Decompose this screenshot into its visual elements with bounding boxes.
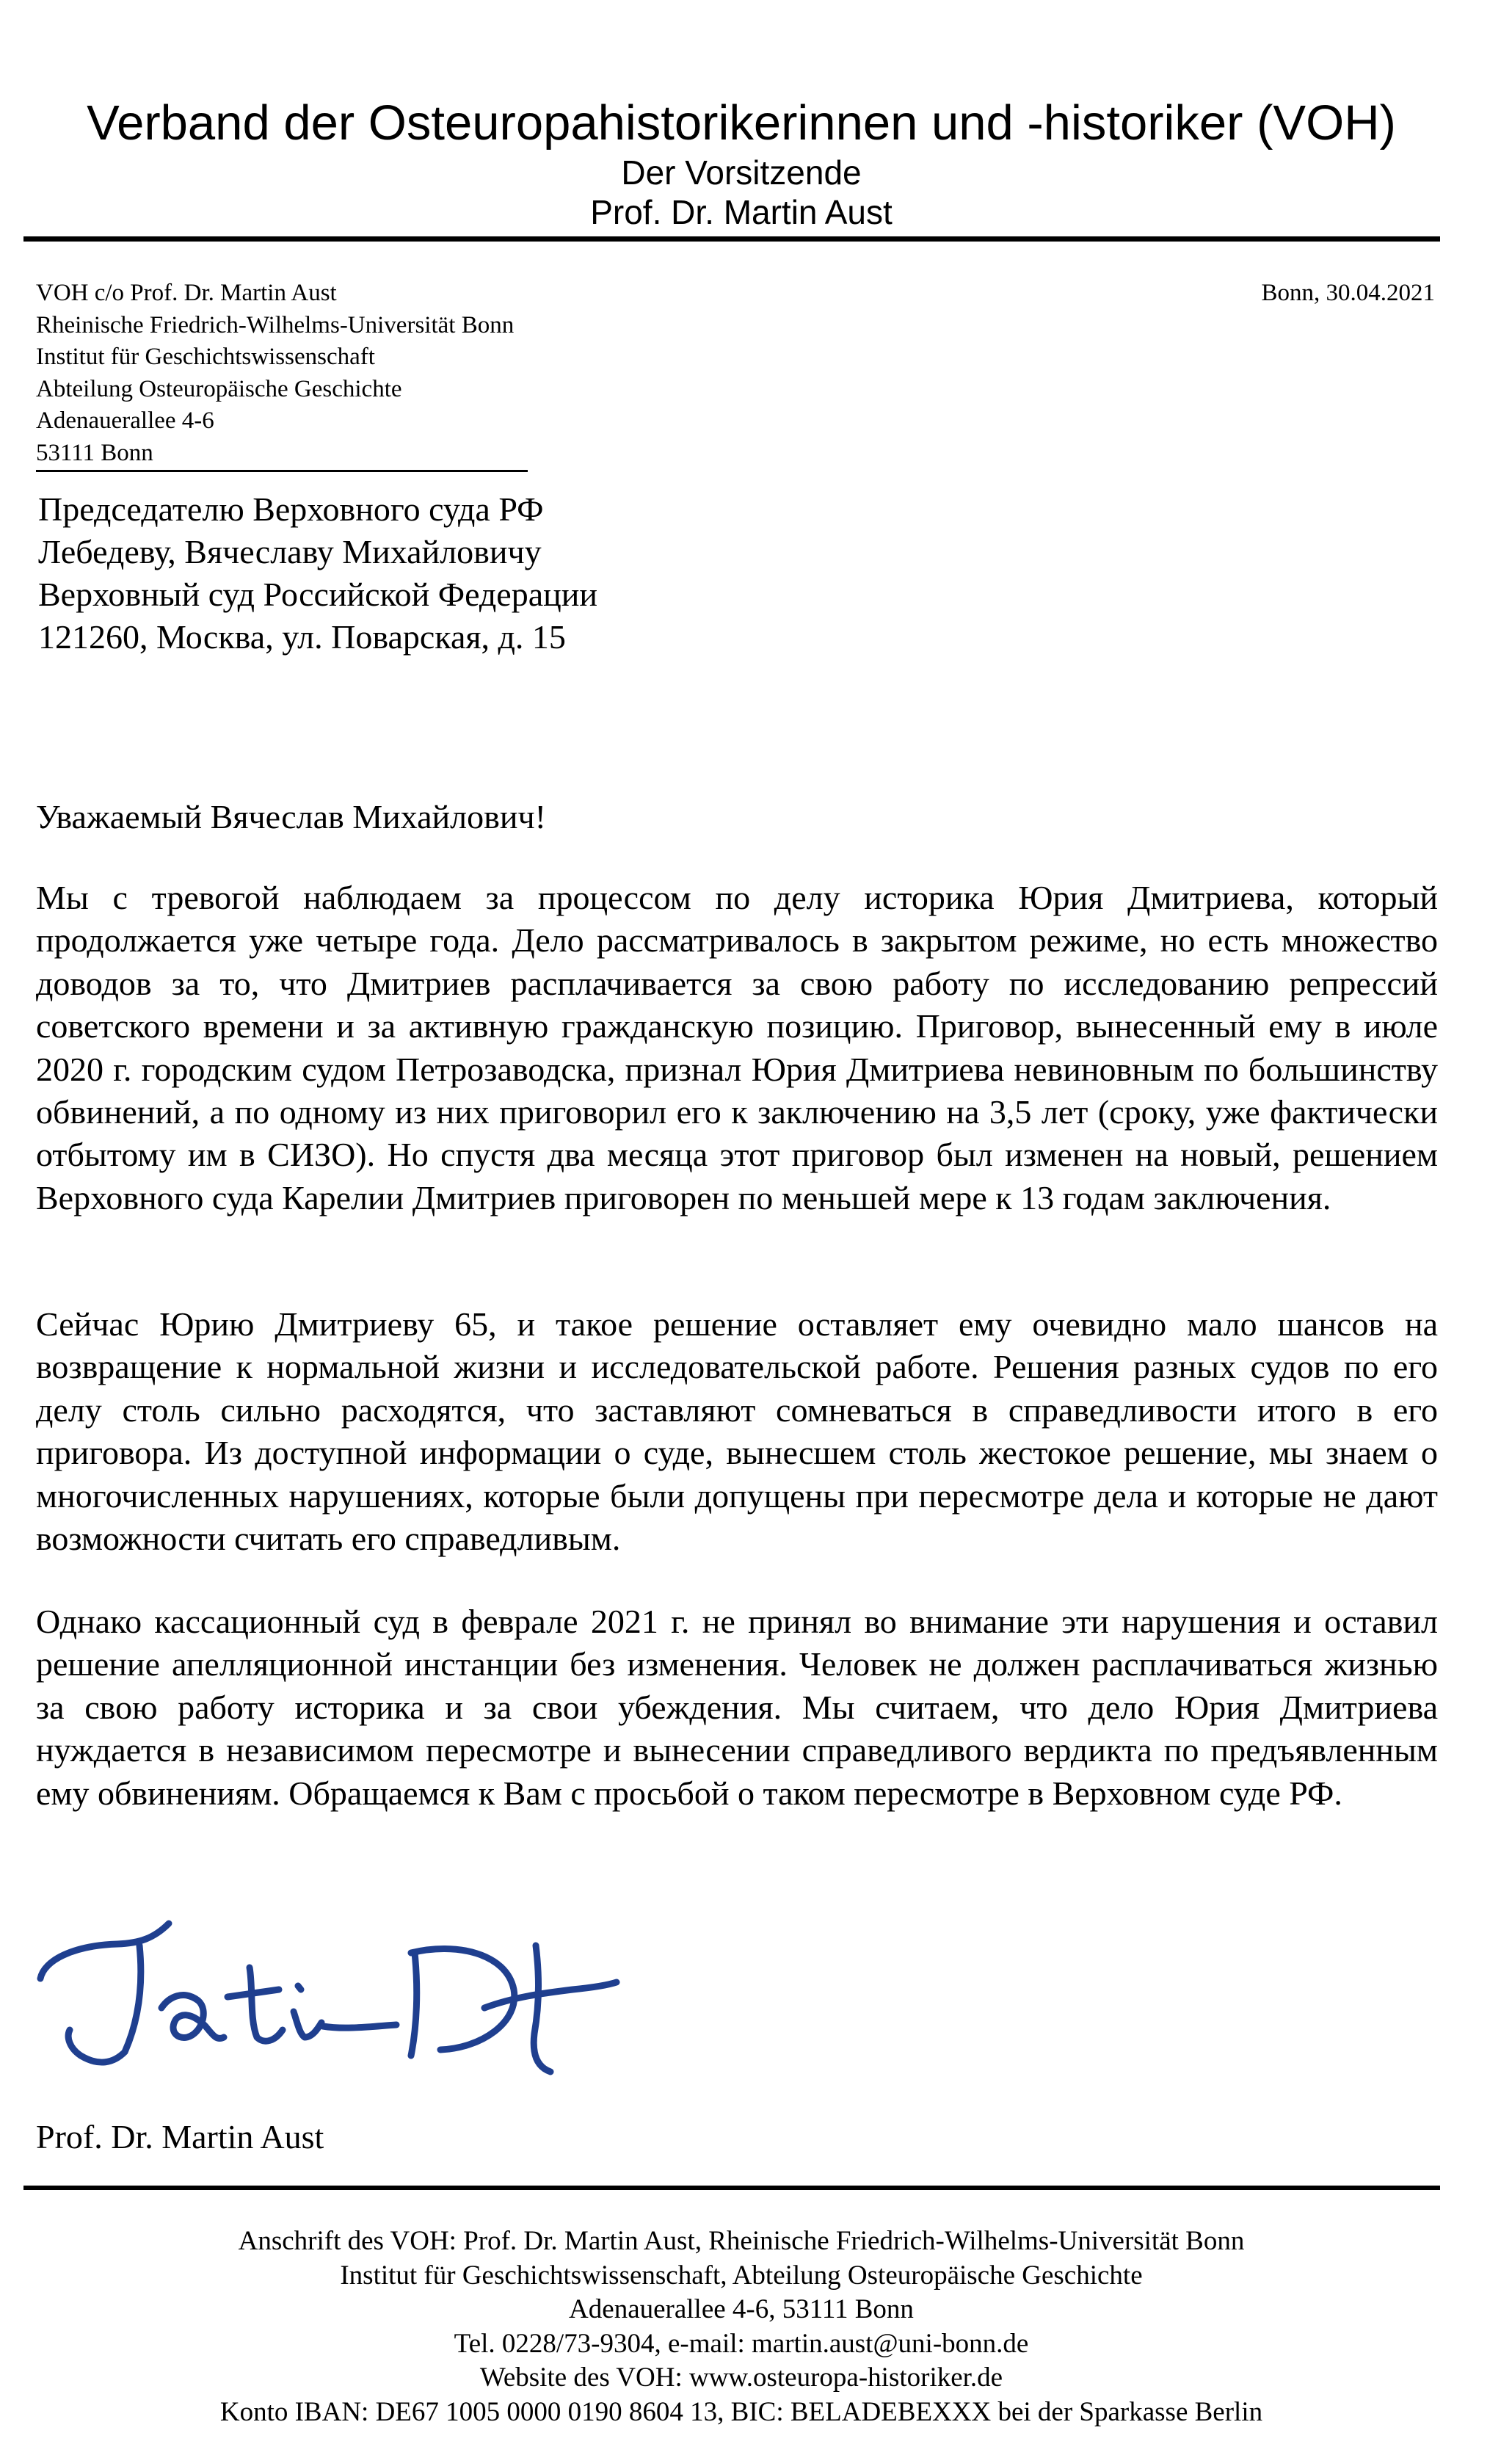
sender-line: Rheinische Friedrich-Wilhelms-Universität Bonn bbox=[36, 311, 515, 338]
footer-line: Institut für Geschichtswissenschaft, Abteilung Osteuropäische Geschichte bbox=[340, 2260, 1143, 2291]
recipient-line: 121260, Москва, ул. Поварская, д. 15 bbox=[38, 618, 566, 656]
recipient-line: Верховный суд Российской Федерации bbox=[38, 576, 597, 613]
sender-address bbox=[36, 278, 514, 469]
salutation: Уважаемый Вячеслав Михайлович! bbox=[36, 798, 546, 835]
paragraph: Сейчас Юрию Дмитриеву 65, и такое решение оставляет ему очевидно мало шансов на возвращение к нормальной жизни и исследовательской работе. Решения разных судов по его делу столь сильно расходятся, что заставляют сомневаться в справедливости итого в его приговора. Из доступной информации о суде, вынесшем столь жестокое решение, мы знаем о многочисленных нарушениях, которые были допущены при пересмотре дела и которые не дают возможности считать его справедливым. bbox=[36, 1305, 1438, 1558]
organization-name: Verband der Osteuropahistorikerinnen und -historiker (VOH) bbox=[87, 95, 1396, 151]
letterhead bbox=[29, 94, 1453, 232]
sender-line: VOH c/o Prof. Dr. Martin Aust bbox=[36, 280, 337, 306]
footer-line: Adenauerallee 4-6, 53111 Bonn bbox=[569, 2294, 914, 2324]
sender-line: Abteilung Osteuropäische Geschichte bbox=[36, 375, 402, 402]
footer bbox=[29, 2224, 1453, 2429]
recipient-line: Лебедеву, Вячеславу Михайловичу bbox=[38, 533, 542, 570]
recipient-line: Председателю Верховного суда РФ bbox=[38, 490, 544, 528]
chair-name: Prof. Dr. Martin Aust bbox=[590, 193, 893, 231]
footer-line: Anschrift des VOH: Prof. Dr. Martin Aust, Rheinische Friedrich-Wilhelms-Universität Bonn bbox=[238, 2226, 1245, 2256]
handwritten-signature bbox=[29, 1879, 631, 2100]
paragraph: Мы с тревогой наблюдаем за процессом по делу историка Юрия Дмитриева, который продолжается уже четыре года. Дело рассматривалось в закрытом режиме, но есть множество доводов за то, что Дмитриев расплачивается за свою работу по исследованию репрессий советского времени и за активную гражданскую позицию. Приговор, вынесенный ему в июле 2020 г. городским судом Петрозаводска, признал Юрия Дмитриева невиновным по большинству обвинений, а по одному из них приговорил его к заключению на 3,5 лет (сроку, уже фактически отбытому им в СИЗО). Но спустя два месяца этот приговор был изменен на новый, решением Верховного суда Карелии Дмитриев приговорен по меньшей мере к 13 годам заключения. bbox=[36, 879, 1438, 1216]
signer-name: Prof. Dr. Martin Aust bbox=[36, 2118, 324, 2155]
sender-line: 53111 Bonn bbox=[36, 439, 153, 466]
paragraph: Однако кассационный суд в феврале 2021 г. не принял во внимание эти нарушения и оставил решение апелляционной инстанции без изменения. Человек не должен расплачиваться жизнью за свою работу историка и за свои убеждения. Мы считаем, что дело Юрия Дмитриева нуждается в независимом пересмотре и вынесении справедливого вердикта по предъявленным ему обвинениям. Обращаемся к Вам с просьбой о таком пересмотре в Верховном суде РФ. bbox=[36, 1603, 1438, 1812]
footer-line: Tel. 0228/73-9304, e-mail: martin.aust@uni-bonn.de bbox=[454, 2328, 1029, 2359]
footer-line: Website des VOH: www.osteuropa-historiker.de bbox=[479, 2362, 1003, 2393]
chair-role: Der Vorsitzende bbox=[621, 153, 862, 192]
sender-line: Adenauerallee 4-6 bbox=[36, 407, 214, 434]
footer-line: Konto IBAN: DE67 1005 0000 0190 8604 13, BIC: BELADEBEXXX bei der Sparkasse Berlin bbox=[219, 2396, 1263, 2427]
header-divider bbox=[23, 236, 1440, 242]
recipient-address bbox=[38, 488, 597, 659]
letter-date: Bonn, 30.04.2021 bbox=[1261, 280, 1435, 306]
sender-line: Institut für Geschichtswissenschaft bbox=[36, 344, 375, 370]
sender-underline bbox=[36, 470, 528, 472]
footer-divider bbox=[23, 2186, 1440, 2190]
